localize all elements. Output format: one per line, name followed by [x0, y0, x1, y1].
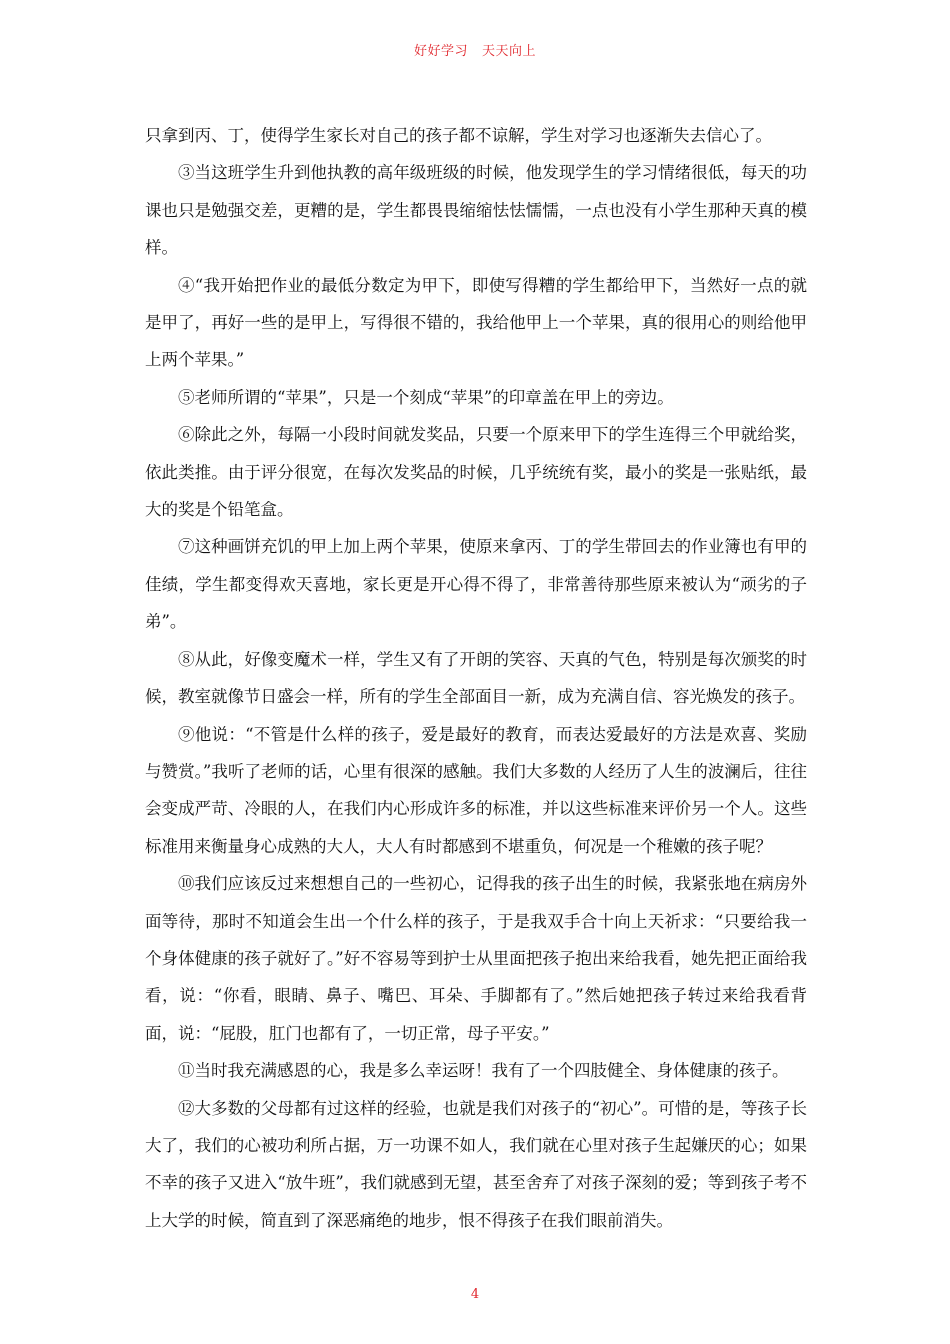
paragraph-5: ⑤老师所谓的“苹果”，只是一个刻成“苹果”的印章盖在甲上的旁边。 — [178, 387, 674, 407]
paragraph-9: ⑨他说：“不管是什么样的孩子，爱是最好的教育，而表达爱最好的方法是欢喜、奖励与赞赏。”我听了老师的话，心里有很深的感触。我们大多数的人经历了人生的波澜后，往往会变成严苛、冷眼的人，在我们内心形成许多的标准，并以这些标准来评价另一个人。这些标准用来衡量身心成熟的大人，大人有时都感到不堪重负，何况是一个稚嫩的孩子呢？ — [145, 724, 807, 856]
paragraph-10: ⑩我们应该反过来想想自己的一些初心，记得我的孩子出生的时候，我紧张地在病房外面等待，那时不知道会生出一个什么样的孩子，于是我双手合十向上天祈求：“只要给我一个身体健康的孩子就好了。”好不容易等到护士从里面把孩子抱出来给我看，她先把正面给我看，说：“你看，眼睛、鼻子、嘴巴、耳朵、手脚都有了。”然后她把孩子转过来给我看背面，说：“屁股，肛门也都有了，一切正常，母子平安。” — [145, 874, 807, 1043]
paragraph-7: ⑦这种画饼充饥的甲上加上两个苹果，使原来拿丙、丁的学生带回去的作业簿也有甲的佳绩，学生都变得欢天喜地，家长更是开心得不得了，非常善待那些原来被认为“顽劣的子弟”。 — [145, 537, 807, 632]
paragraph-8: ⑧从此，好像变魔术一样，学生又有了开朗的笑容、天真的气色，特别是每次颁奖的时候，教室就像节日盛会一样，所有的学生全部面目一新，成为充满自信、容光焕发的孩子。 — [145, 649, 807, 707]
paragraph-11: ⑪当时我充满感恩的心，我是多么幸运呀！我有了一个四肢健全、身体健康的孩子。 — [178, 1061, 789, 1081]
header-motto-left: 好好学习 — [413, 44, 468, 59]
page-header — [0, 40, 950, 59]
paragraph-4: ④“我开始把作业的最低分数定为甲下，即使写得糟的学生都给甲下，当然好一点的就是甲了，再好一些的是甲上，写得很不错的，我给他甲上一个苹果，真的很用心的则给他甲上两个苹果。” — [145, 275, 807, 370]
paragraph-continued: 只拿到丙、丁，使得学生家长对自己的孩子都不谅解，学生对学习也逐渐失去信心了。 — [145, 126, 772, 145]
header-motto-right: 天天向上 — [482, 44, 537, 59]
article-body — [145, 117, 807, 1239]
page-number: 4 — [470, 1287, 480, 1302]
paragraph-6: ⑥除此之外，每隔一小段时间就发奖品，只要一个原来甲下的学生连得三个甲就给奖，依此类推。由于评分很宽，在每次发奖品的时候，几乎统统有奖，最小的奖是一张贴纸，最大的奖是个铅笔盒。 — [145, 425, 807, 520]
paragraph-12: ⑫大多数的父母都有过这样的经验，也就是我们对孩子的“初心”。可惜的是，等孩子长大了，我们的心被功利所占据，万一功课不如人，我们就在心里对孩子生起嫌厌的心；如果不幸的孩子又进入“放牛班”，我们就感到无望，甚至舍弃了对孩子深刻的爱；等到孩子考不上大学的时候，简直到了深恶痛绝的地步，恨不得孩子在我们眼前消失。 — [145, 1098, 807, 1230]
paragraph-3: ③当这班学生升到他执教的高年级班级的时候，他发现学生的学习情绪很低，每天的功课也只是勉强交差，更糟的是，学生都畏畏缩缩怯怯懦懦，一点也没有小学生那种天真的模样。 — [145, 163, 807, 258]
